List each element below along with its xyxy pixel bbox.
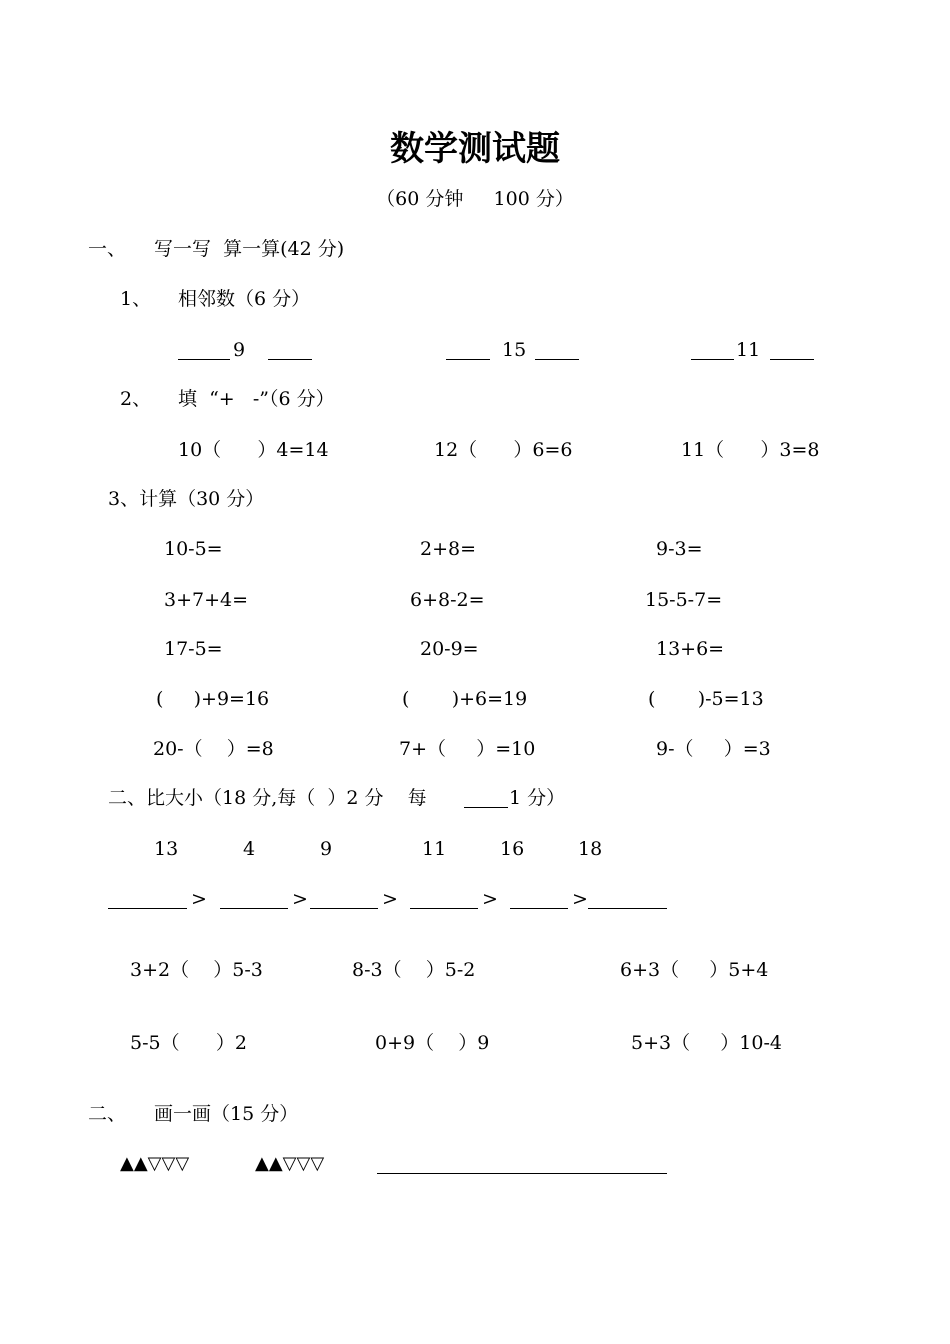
page-title: 数学测试题 <box>390 129 560 169</box>
q2-item-1: 10（ ）4=14 <box>178 439 329 461</box>
order-blank-1[interactable] <box>108 908 187 909</box>
calc-r1-c1: 10-5= <box>164 538 223 560</box>
q1-blank-1b[interactable] <box>268 359 312 360</box>
compare-number-5: 16 <box>500 838 525 860</box>
section3-number: 二、 <box>88 1103 127 1125</box>
gt-sign-2: > <box>292 888 308 910</box>
compare-number-3: 9 <box>320 838 333 860</box>
q1-label: 相邻数（6 分） <box>178 288 311 310</box>
q1-number-1: 9 <box>233 339 246 361</box>
calc-r4-c1: ( )+9=16 <box>156 688 270 710</box>
compare-number-6: 18 <box>578 838 603 860</box>
q1-blank-3b[interactable] <box>770 359 814 360</box>
compare-number-4: 11 <box>422 838 447 860</box>
q1-number-2: 15 <box>502 339 527 361</box>
q1-blank-1a[interactable] <box>178 359 230 360</box>
section3-heading: 画一画（15 分） <box>154 1103 299 1125</box>
gt-sign-1: > <box>191 888 207 910</box>
order-blank-5[interactable] <box>510 908 568 909</box>
calc-r3-c2: 20-9= <box>420 638 479 660</box>
calc-r4-c2: ( )+6=19 <box>402 688 528 710</box>
calc-r5-c1: 20-（ ）=8 <box>153 738 274 760</box>
compare-r1-c3: 6+3（ ）5+4 <box>620 959 769 981</box>
section1-heading: 写一写 算一算(42 分) <box>154 238 345 260</box>
compare-r2-c3: 5+3（ ）10-4 <box>631 1032 782 1054</box>
gt-sign-4: > <box>482 888 498 910</box>
q2-label: 填 “+ -”（6 分） <box>178 388 335 410</box>
section2-heading-b: 1 分） <box>509 787 566 809</box>
q3-label: 3、计算（30 分） <box>108 488 265 510</box>
page-subtitle: （60 分钟 100 分） <box>376 188 574 210</box>
calc-r5-c3: 9-（ ）=3 <box>656 738 771 760</box>
calc-r2-c1: 3+7+4= <box>164 589 249 611</box>
calc-r1-c2: 2+8= <box>420 538 477 560</box>
compare-r2-c2: 0+9（ ）9 <box>375 1032 490 1054</box>
q1-number-3: 11 <box>736 339 761 361</box>
q1-blank-3a[interactable] <box>691 359 734 360</box>
compare-number-2: 4 <box>243 838 256 860</box>
gt-sign-5: > <box>572 888 588 910</box>
compare-r1-c2: 8-3（ ）5-2 <box>352 959 476 981</box>
compare-r1-c1: 3+2（ ）5-3 <box>130 959 263 981</box>
calc-r3-c3: 13+6= <box>656 638 725 660</box>
triangle-pattern-1: ▲▲▽▽▽ <box>120 1153 190 1174</box>
order-blank-6[interactable] <box>588 908 667 909</box>
draw-answer-line[interactable] <box>377 1173 667 1174</box>
q2-item-3: 11（ ）3=8 <box>681 439 820 461</box>
q1-blank-2a[interactable] <box>446 359 490 360</box>
calc-r2-c2: 6+8-2= <box>410 589 485 611</box>
calc-r2-c3: 15-5-7= <box>645 589 723 611</box>
q1-blank-2b[interactable] <box>535 359 579 360</box>
q2-item-2: 12（ ）6=6 <box>434 439 573 461</box>
section2-heading-blank[interactable] <box>464 807 508 808</box>
calc-r4-c3: ( )-5=13 <box>648 688 764 710</box>
section1-number: 一、 <box>88 238 127 260</box>
gt-sign-3: > <box>382 888 398 910</box>
order-blank-4[interactable] <box>410 908 478 909</box>
compare-r2-c1: 5-5（ ）2 <box>130 1032 247 1054</box>
section2-heading-a: 二、比大小（18 分,每（ ）2 分 每 <box>108 787 427 809</box>
triangle-pattern-2: ▲▲▽▽▽ <box>255 1153 325 1174</box>
calc-r3-c1: 17-5= <box>164 638 223 660</box>
order-blank-3[interactable] <box>310 908 378 909</box>
q2-number: 2、 <box>120 388 152 410</box>
q1-number: 1、 <box>120 288 152 310</box>
calc-r5-c2: 7+（ ）=10 <box>399 738 536 760</box>
compare-number-1: 13 <box>154 838 179 860</box>
order-blank-2[interactable] <box>220 908 288 909</box>
calc-r1-c3: 9-3= <box>656 538 703 560</box>
